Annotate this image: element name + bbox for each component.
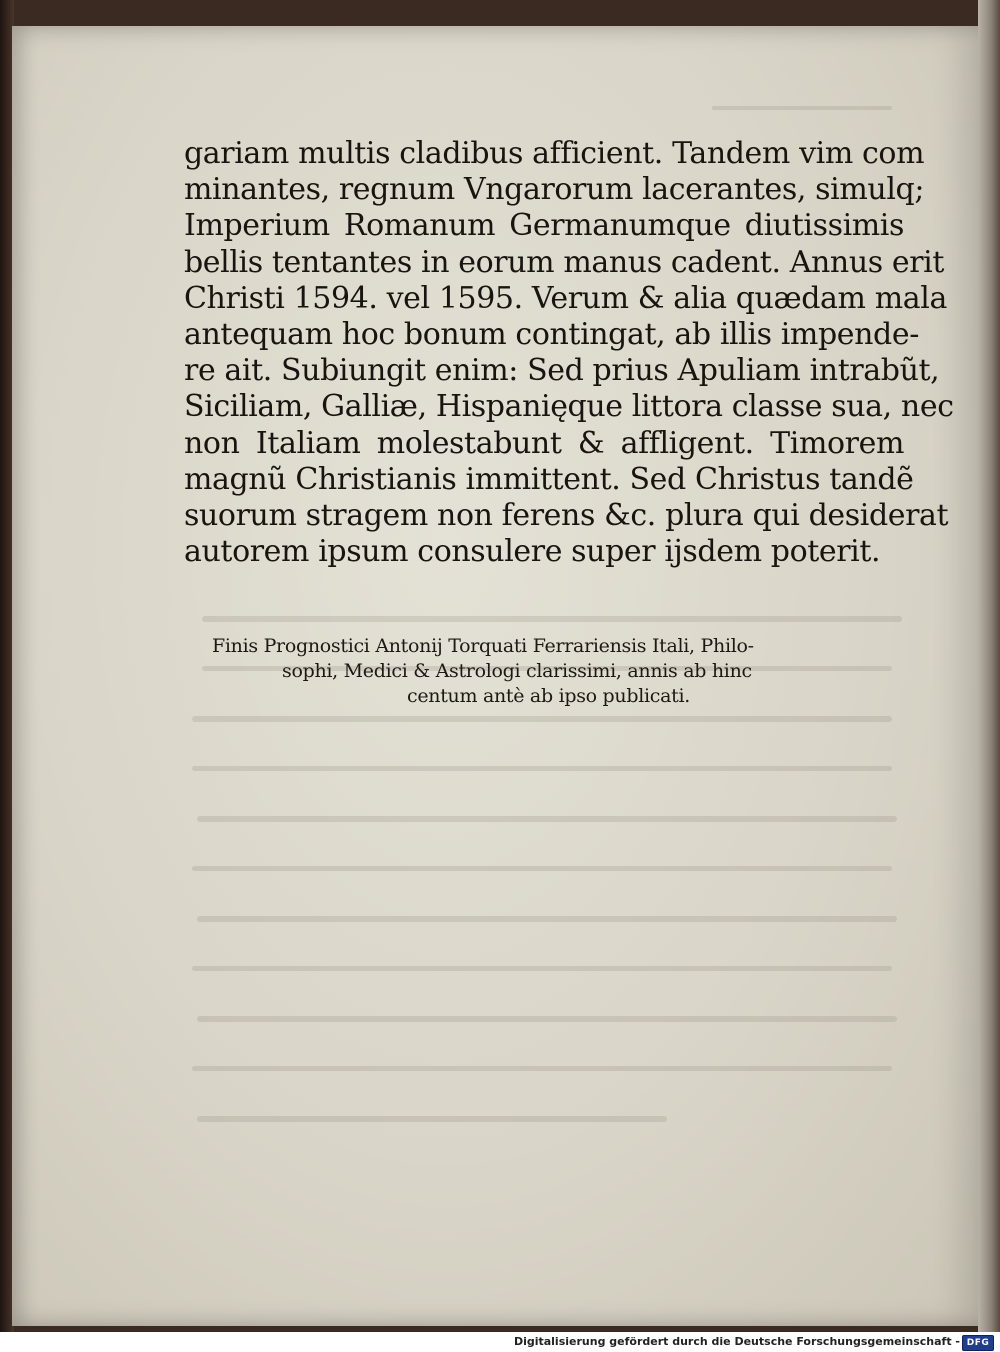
colophon-line: Finis Prognostici Antonij Torquati Ferrariensis Itali, Philo- (212, 635, 754, 657)
text-line: Siciliam, Galliæ, Hispanięque littora classe sua, nec (184, 389, 954, 425)
footer-credit: Digitalisierung gefördert durch die Deutsche Forschungsgemeinschaft - (513, 1335, 960, 1348)
text-line: Imperium Romanum Germanumque diutissimis (184, 208, 904, 244)
footer-bar (0, 1332, 1000, 1352)
text-line: antequam hoc bonum contingat, ab illis impende- (184, 317, 919, 353)
text-line: gariam multis cladibus afficient. Tandem vim com (184, 136, 925, 171)
text-line: suorum stragem non ferens &c. plura qui desiderat (184, 498, 949, 534)
dfg-logo-icon: DFG (962, 1335, 994, 1351)
text-line: minantes, regnum Vngarorum lacerantes, simulq; (184, 172, 925, 208)
page-stack-edge (978, 0, 1000, 1332)
text-line: magnũ Christianis immittent. Sed Christus tandẽ (184, 461, 914, 497)
text-line: autorem ipsum consulere super ijsdem poterit. (184, 534, 881, 570)
main-text-block (184, 136, 954, 570)
text-line: Christi 1594. vel 1595. Verum & alia quædam mala (184, 280, 947, 316)
text-line: re ait. Subiungit enim: Sed prius Apuliam intrabũt, (184, 353, 940, 389)
text-line: bellis tentantes in eorum manus cadent. Annus erit (184, 244, 945, 280)
colophon-line: sophi, Medici & Astrologi clarissimi, annis ab hinc (282, 660, 752, 682)
book-page (12, 26, 978, 1326)
colophon-line: centum antè ab ipso publicati. (407, 685, 690, 707)
colophon (212, 634, 872, 709)
text-line: non Italiam molestabunt & affligent. Timorem (184, 425, 904, 461)
